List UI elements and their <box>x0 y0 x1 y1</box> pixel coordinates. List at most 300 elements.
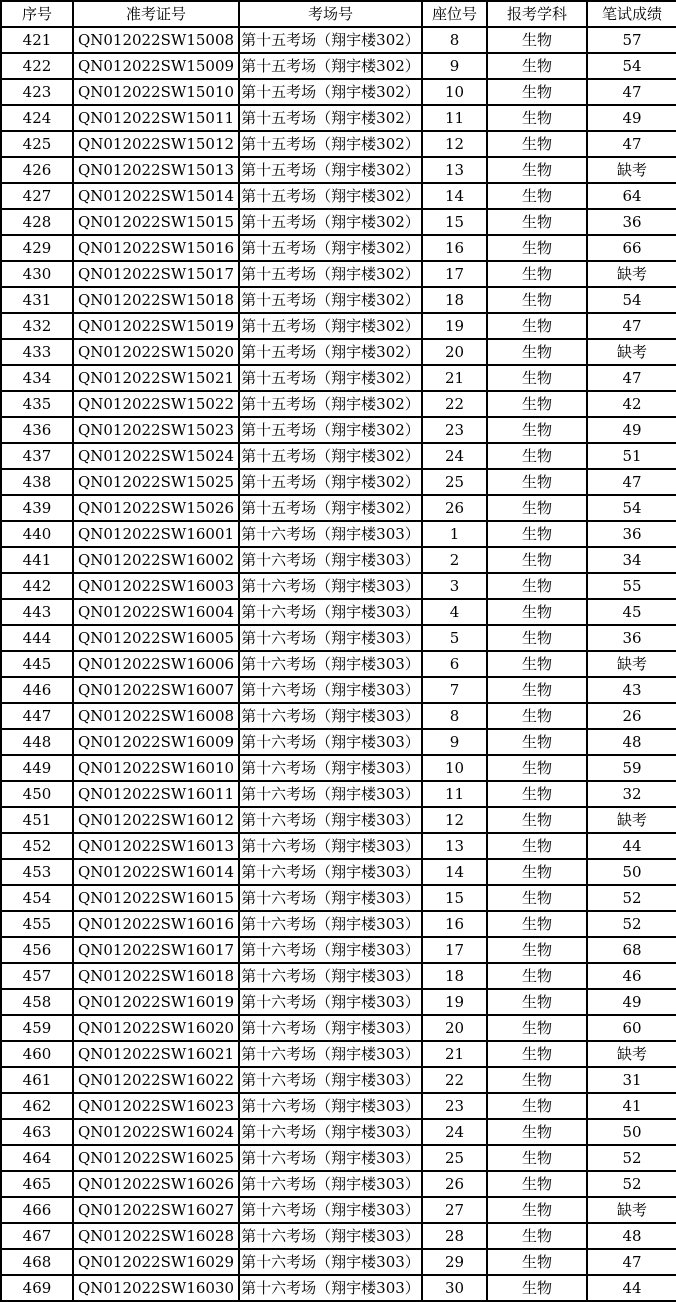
cell-serial: 427 <box>1 183 73 209</box>
cell-score: 47 <box>587 365 676 391</box>
cell-score: 60 <box>587 1015 676 1041</box>
cell-subject: 生物 <box>487 53 587 79</box>
table-row <box>1 625 676 651</box>
cell-seat-no: 20 <box>422 1015 487 1041</box>
cell-subject: 生物 <box>487 1171 587 1197</box>
cell-score: 47 <box>587 79 676 105</box>
cell-score: 36 <box>587 521 676 547</box>
cell-score: 49 <box>587 105 676 131</box>
cell-subject: 生物 <box>487 1223 587 1249</box>
cell-exam-room: 第十六考场（翔宇楼303） <box>239 547 422 573</box>
cell-admission-no: QN012022SW16009 <box>73 729 239 755</box>
cell-subject: 生物 <box>487 859 587 885</box>
table-row <box>1 677 676 703</box>
cell-admission-no: QN012022SW16017 <box>73 937 239 963</box>
cell-subject: 生物 <box>487 469 587 495</box>
cell-seat-no: 16 <box>422 235 487 261</box>
cell-serial: 443 <box>1 599 73 625</box>
cell-exam-room: 第十六考场（翔宇楼303） <box>239 781 422 807</box>
cell-seat-no: 23 <box>422 1093 487 1119</box>
cell-score: 34 <box>587 547 676 573</box>
cell-score: 45 <box>587 599 676 625</box>
cell-score: 50 <box>587 859 676 885</box>
table-row <box>1 1015 676 1041</box>
cell-serial: 456 <box>1 937 73 963</box>
cell-subject: 生物 <box>487 703 587 729</box>
cell-subject: 生物 <box>487 1275 587 1301</box>
cell-subject: 生物 <box>487 677 587 703</box>
cell-serial: 467 <box>1 1223 73 1249</box>
cell-admission-no: QN012022SW16026 <box>73 1171 239 1197</box>
cell-serial: 422 <box>1 53 73 79</box>
cell-score: 52 <box>587 885 676 911</box>
cell-exam-room: 第十五考场（翔宇楼302） <box>239 443 422 469</box>
cell-admission-no: QN012022SW16008 <box>73 703 239 729</box>
cell-subject: 生物 <box>487 313 587 339</box>
cell-score: 51 <box>587 443 676 469</box>
cell-serial: 468 <box>1 1249 73 1275</box>
cell-exam-room: 第十六考场（翔宇楼303） <box>239 937 422 963</box>
cell-subject: 生物 <box>487 963 587 989</box>
table-row <box>1 391 676 417</box>
cell-subject: 生物 <box>487 443 587 469</box>
cell-seat-no: 15 <box>422 885 487 911</box>
cell-admission-no: QN012022SW15008 <box>73 27 239 53</box>
cell-serial: 430 <box>1 261 73 287</box>
cell-subject: 生物 <box>487 1119 587 1145</box>
cell-subject: 生物 <box>487 807 587 833</box>
cell-serial: 451 <box>1 807 73 833</box>
table-header <box>1 1 676 27</box>
cell-admission-no: QN012022SW16011 <box>73 781 239 807</box>
header-cell-serial: 序号 <box>1 1 73 27</box>
cell-exam-room: 第十六考场（翔宇楼303） <box>239 573 422 599</box>
table-row <box>1 521 676 547</box>
table-row <box>1 1275 676 1301</box>
cell-admission-no: QN012022SW15017 <box>73 261 239 287</box>
cell-score: 57 <box>587 27 676 53</box>
cell-serial: 449 <box>1 755 73 781</box>
cell-score: 32 <box>587 781 676 807</box>
table-row <box>1 417 676 443</box>
cell-score: 54 <box>587 287 676 313</box>
cell-serial: 465 <box>1 1171 73 1197</box>
cell-serial: 454 <box>1 885 73 911</box>
header-row <box>1 1 676 27</box>
cell-subject: 生物 <box>487 781 587 807</box>
cell-exam-room: 第十六考场（翔宇楼303） <box>239 911 422 937</box>
cell-serial: 426 <box>1 157 73 183</box>
cell-score: 31 <box>587 1067 676 1093</box>
cell-serial: 438 <box>1 469 73 495</box>
cell-seat-no: 14 <box>422 859 487 885</box>
cell-serial: 435 <box>1 391 73 417</box>
table-row <box>1 1145 676 1171</box>
table-row <box>1 469 676 495</box>
cell-admission-no: QN012022SW16027 <box>73 1197 239 1223</box>
cell-admission-no: QN012022SW15015 <box>73 209 239 235</box>
cell-subject: 生物 <box>487 261 587 287</box>
cell-admission-no: QN012022SW15018 <box>73 287 239 313</box>
cell-serial: 455 <box>1 911 73 937</box>
table-row <box>1 183 676 209</box>
cell-seat-no: 19 <box>422 989 487 1015</box>
table-row <box>1 495 676 521</box>
table-row <box>1 755 676 781</box>
table-row <box>1 1249 676 1275</box>
cell-serial: 433 <box>1 339 73 365</box>
cell-admission-no: QN012022SW16012 <box>73 807 239 833</box>
cell-serial: 421 <box>1 27 73 53</box>
cell-subject: 生物 <box>487 495 587 521</box>
cell-score: 36 <box>587 625 676 651</box>
cell-exam-room: 第十六考场（翔宇楼303） <box>239 1067 422 1093</box>
cell-serial: 466 <box>1 1197 73 1223</box>
table-row <box>1 365 676 391</box>
cell-seat-no: 29 <box>422 1249 487 1275</box>
cell-seat-no: 21 <box>422 365 487 391</box>
cell-exam-room: 第十五考场（翔宇楼302） <box>239 287 422 313</box>
cell-serial: 463 <box>1 1119 73 1145</box>
header-cell-seat-no: 座位号 <box>422 1 487 27</box>
cell-subject: 生物 <box>487 105 587 131</box>
cell-seat-no: 17 <box>422 261 487 287</box>
table-row <box>1 339 676 365</box>
cell-score: 49 <box>587 417 676 443</box>
cell-exam-room: 第十六考场（翔宇楼303） <box>239 1015 422 1041</box>
cell-serial: 431 <box>1 287 73 313</box>
cell-subject: 生物 <box>487 651 587 677</box>
cell-seat-no: 1 <box>422 521 487 547</box>
cell-score: 66 <box>587 235 676 261</box>
cell-exam-room: 第十六考场（翔宇楼303） <box>239 755 422 781</box>
cell-seat-no: 22 <box>422 1067 487 1093</box>
cell-exam-room: 第十五考场（翔宇楼302） <box>239 209 422 235</box>
cell-score: 缺考 <box>587 157 676 183</box>
cell-subject: 生物 <box>487 833 587 859</box>
cell-exam-room: 第十六考场（翔宇楼303） <box>239 521 422 547</box>
cell-admission-no: QN012022SW15022 <box>73 391 239 417</box>
cell-exam-room: 第十五考场（翔宇楼302） <box>239 183 422 209</box>
cell-admission-no: QN012022SW16028 <box>73 1223 239 1249</box>
cell-subject: 生物 <box>487 1197 587 1223</box>
cell-seat-no: 28 <box>422 1223 487 1249</box>
cell-admission-no: QN012022SW15020 <box>73 339 239 365</box>
cell-score: 55 <box>587 573 676 599</box>
cell-exam-room: 第十五考场（翔宇楼302） <box>239 79 422 105</box>
cell-exam-room: 第十六考场（翔宇楼303） <box>239 729 422 755</box>
table-row <box>1 729 676 755</box>
cell-exam-room: 第十六考场（翔宇楼303） <box>239 859 422 885</box>
cell-admission-no: QN012022SW15019 <box>73 313 239 339</box>
cell-exam-room: 第十六考场（翔宇楼303） <box>239 885 422 911</box>
cell-subject: 生物 <box>487 573 587 599</box>
cell-admission-no: QN012022SW15026 <box>73 495 239 521</box>
cell-seat-no: 15 <box>422 209 487 235</box>
cell-admission-no: QN012022SW16023 <box>73 1093 239 1119</box>
cell-admission-no: QN012022SW16021 <box>73 1041 239 1067</box>
cell-exam-room: 第十六考场（翔宇楼303） <box>239 1197 422 1223</box>
table-row <box>1 651 676 677</box>
cell-exam-room: 第十六考场（翔宇楼303） <box>239 599 422 625</box>
table-row <box>1 53 676 79</box>
table-row <box>1 1119 676 1145</box>
table-row <box>1 261 676 287</box>
cell-score: 47 <box>587 469 676 495</box>
cell-admission-no: QN012022SW16006 <box>73 651 239 677</box>
cell-exam-room: 第十六考场（翔宇楼303） <box>239 963 422 989</box>
cell-subject: 生物 <box>487 1041 587 1067</box>
cell-seat-no: 23 <box>422 417 487 443</box>
cell-admission-no: QN012022SW16007 <box>73 677 239 703</box>
table-row <box>1 937 676 963</box>
table-row <box>1 1171 676 1197</box>
cell-seat-no: 25 <box>422 1145 487 1171</box>
table-row <box>1 313 676 339</box>
cell-admission-no: QN012022SW16024 <box>73 1119 239 1145</box>
cell-seat-no: 6 <box>422 651 487 677</box>
cell-score: 46 <box>587 963 676 989</box>
cell-score: 52 <box>587 1171 676 1197</box>
cell-admission-no: QN012022SW15013 <box>73 157 239 183</box>
table-row <box>1 1223 676 1249</box>
table-row <box>1 833 676 859</box>
table-row <box>1 79 676 105</box>
cell-seat-no: 24 <box>422 1119 487 1145</box>
cell-exam-room: 第十五考场（翔宇楼302） <box>239 53 422 79</box>
cell-serial: 459 <box>1 1015 73 1041</box>
cell-seat-no: 14 <box>422 183 487 209</box>
cell-admission-no: QN012022SW16016 <box>73 911 239 937</box>
cell-admission-no: QN012022SW15009 <box>73 53 239 79</box>
cell-seat-no: 12 <box>422 131 487 157</box>
cell-serial: 464 <box>1 1145 73 1171</box>
table-row <box>1 131 676 157</box>
cell-seat-no: 20 <box>422 339 487 365</box>
cell-score: 42 <box>587 391 676 417</box>
cell-admission-no: QN012022SW16013 <box>73 833 239 859</box>
cell-exam-room: 第十六考场（翔宇楼303） <box>239 703 422 729</box>
cell-admission-no: QN012022SW15011 <box>73 105 239 131</box>
cell-score: 缺考 <box>587 807 676 833</box>
cell-score: 缺考 <box>587 651 676 677</box>
cell-seat-no: 8 <box>422 703 487 729</box>
cell-exam-room: 第十五考场（翔宇楼302） <box>239 417 422 443</box>
cell-serial: 424 <box>1 105 73 131</box>
cell-exam-room: 第十五考场（翔宇楼302） <box>239 339 422 365</box>
cell-subject: 生物 <box>487 625 587 651</box>
cell-score: 缺考 <box>587 1041 676 1067</box>
cell-exam-room: 第十六考场（翔宇楼303） <box>239 1041 422 1067</box>
cell-seat-no: 11 <box>422 781 487 807</box>
header-cell-score: 笔试成绩 <box>587 1 676 27</box>
cell-score: 缺考 <box>587 1197 676 1223</box>
cell-admission-no: QN012022SW15021 <box>73 365 239 391</box>
table-row <box>1 157 676 183</box>
table-row <box>1 1197 676 1223</box>
cell-subject: 生物 <box>487 911 587 937</box>
cell-exam-room: 第十六考场（翔宇楼303） <box>239 833 422 859</box>
cell-score: 47 <box>587 1249 676 1275</box>
cell-seat-no: 26 <box>422 1171 487 1197</box>
cell-exam-room: 第十六考场（翔宇楼303） <box>239 1145 422 1171</box>
cell-subject: 生物 <box>487 729 587 755</box>
cell-score: 47 <box>587 313 676 339</box>
cell-seat-no: 13 <box>422 157 487 183</box>
cell-serial: 423 <box>1 79 73 105</box>
cell-seat-no: 17 <box>422 937 487 963</box>
cell-exam-room: 第十五考场（翔宇楼302） <box>239 261 422 287</box>
table-row <box>1 599 676 625</box>
cell-admission-no: QN012022SW16004 <box>73 599 239 625</box>
cell-subject: 生物 <box>487 157 587 183</box>
cell-serial: 457 <box>1 963 73 989</box>
cell-serial: 425 <box>1 131 73 157</box>
cell-exam-room: 第十六考场（翔宇楼303） <box>239 1119 422 1145</box>
cell-seat-no: 9 <box>422 53 487 79</box>
cell-serial: 447 <box>1 703 73 729</box>
cell-score: 48 <box>587 1223 676 1249</box>
cell-seat-no: 27 <box>422 1197 487 1223</box>
cell-exam-room: 第十五考场（翔宇楼302） <box>239 495 422 521</box>
table-row <box>1 287 676 313</box>
table-row <box>1 859 676 885</box>
cell-seat-no: 5 <box>422 625 487 651</box>
table-row <box>1 911 676 937</box>
cell-serial: 442 <box>1 573 73 599</box>
cell-subject: 生物 <box>487 599 587 625</box>
cell-serial: 453 <box>1 859 73 885</box>
cell-score: 43 <box>587 677 676 703</box>
cell-score: 50 <box>587 1119 676 1145</box>
cell-admission-no: QN012022SW16019 <box>73 989 239 1015</box>
cell-exam-room: 第十五考场（翔宇楼302） <box>239 131 422 157</box>
cell-admission-no: QN012022SW16030 <box>73 1275 239 1301</box>
cell-exam-room: 第十五考场（翔宇楼302） <box>239 157 422 183</box>
cell-subject: 生物 <box>487 521 587 547</box>
table-row <box>1 573 676 599</box>
header-cell-admission-no: 准考证号 <box>73 1 239 27</box>
table-row <box>1 703 676 729</box>
cell-serial: 448 <box>1 729 73 755</box>
cell-admission-no: QN012022SW16003 <box>73 573 239 599</box>
cell-score: 26 <box>587 703 676 729</box>
cell-subject: 生物 <box>487 937 587 963</box>
cell-seat-no: 10 <box>422 755 487 781</box>
cell-subject: 生物 <box>487 1145 587 1171</box>
cell-exam-room: 第十五考场（翔宇楼302） <box>239 391 422 417</box>
table-row <box>1 989 676 1015</box>
cell-exam-room: 第十六考场（翔宇楼303） <box>239 1223 422 1249</box>
cell-seat-no: 26 <box>422 495 487 521</box>
cell-seat-no: 25 <box>422 469 487 495</box>
cell-admission-no: QN012022SW16005 <box>73 625 239 651</box>
cell-serial: 458 <box>1 989 73 1015</box>
cell-subject: 生物 <box>487 547 587 573</box>
cell-admission-no: QN012022SW16018 <box>73 963 239 989</box>
cell-seat-no: 4 <box>422 599 487 625</box>
cell-serial: 440 <box>1 521 73 547</box>
cell-serial: 428 <box>1 209 73 235</box>
table-row <box>1 547 676 573</box>
cell-exam-room: 第十六考场（翔宇楼303） <box>239 1093 422 1119</box>
cell-score: 48 <box>587 729 676 755</box>
cell-serial: 437 <box>1 443 73 469</box>
cell-exam-room: 第十五考场（翔宇楼302） <box>239 313 422 339</box>
cell-subject: 生物 <box>487 1093 587 1119</box>
cell-score: 68 <box>587 937 676 963</box>
cell-seat-no: 7 <box>422 677 487 703</box>
cell-subject: 生物 <box>487 885 587 911</box>
cell-serial: 439 <box>1 495 73 521</box>
cell-seat-no: 9 <box>422 729 487 755</box>
cell-seat-no: 24 <box>422 443 487 469</box>
cell-serial: 462 <box>1 1093 73 1119</box>
cell-subject: 生物 <box>487 755 587 781</box>
cell-score: 36 <box>587 209 676 235</box>
cell-admission-no: QN012022SW16029 <box>73 1249 239 1275</box>
table-row <box>1 963 676 989</box>
cell-subject: 生物 <box>487 339 587 365</box>
cell-exam-room: 第十六考场（翔宇楼303） <box>239 989 422 1015</box>
cell-score: 49 <box>587 989 676 1015</box>
cell-admission-no: QN012022SW16025 <box>73 1145 239 1171</box>
cell-exam-room: 第十五考场（翔宇楼302） <box>239 365 422 391</box>
cell-seat-no: 22 <box>422 391 487 417</box>
cell-admission-no: QN012022SW16001 <box>73 521 239 547</box>
cell-subject: 生物 <box>487 417 587 443</box>
cell-serial: 444 <box>1 625 73 651</box>
table-row <box>1 209 676 235</box>
cell-serial: 429 <box>1 235 73 261</box>
cell-seat-no: 16 <box>422 911 487 937</box>
cell-serial: 436 <box>1 417 73 443</box>
cell-subject: 生物 <box>487 235 587 261</box>
cell-serial: 446 <box>1 677 73 703</box>
cell-serial: 452 <box>1 833 73 859</box>
cell-serial: 460 <box>1 1041 73 1067</box>
cell-seat-no: 30 <box>422 1275 487 1301</box>
cell-exam-room: 第十六考场（翔宇楼303） <box>239 1249 422 1275</box>
cell-subject: 生物 <box>487 1249 587 1275</box>
cell-score: 52 <box>587 1145 676 1171</box>
cell-serial: 432 <box>1 313 73 339</box>
cell-exam-room: 第十六考场（翔宇楼303） <box>239 651 422 677</box>
cell-admission-no: QN012022SW15024 <box>73 443 239 469</box>
cell-serial: 461 <box>1 1067 73 1093</box>
table-row <box>1 1041 676 1067</box>
cell-exam-room: 第十六考场（翔宇楼303） <box>239 807 422 833</box>
cell-seat-no: 11 <box>422 105 487 131</box>
table-row <box>1 443 676 469</box>
cell-admission-no: QN012022SW16010 <box>73 755 239 781</box>
cell-subject: 生物 <box>487 1067 587 1093</box>
cell-subject: 生物 <box>487 287 587 313</box>
cell-seat-no: 18 <box>422 963 487 989</box>
cell-subject: 生物 <box>487 27 587 53</box>
cell-seat-no: 2 <box>422 547 487 573</box>
cell-subject: 生物 <box>487 391 587 417</box>
table-row <box>1 781 676 807</box>
cell-seat-no: 12 <box>422 807 487 833</box>
cell-exam-room: 第十六考场（翔宇楼303） <box>239 1275 422 1301</box>
table-row <box>1 1093 676 1119</box>
cell-admission-no: QN012022SW15016 <box>73 235 239 261</box>
cell-exam-room: 第十五考场（翔宇楼302） <box>239 235 422 261</box>
cell-subject: 生物 <box>487 131 587 157</box>
cell-admission-no: QN012022SW15025 <box>73 469 239 495</box>
cell-subject: 生物 <box>487 365 587 391</box>
